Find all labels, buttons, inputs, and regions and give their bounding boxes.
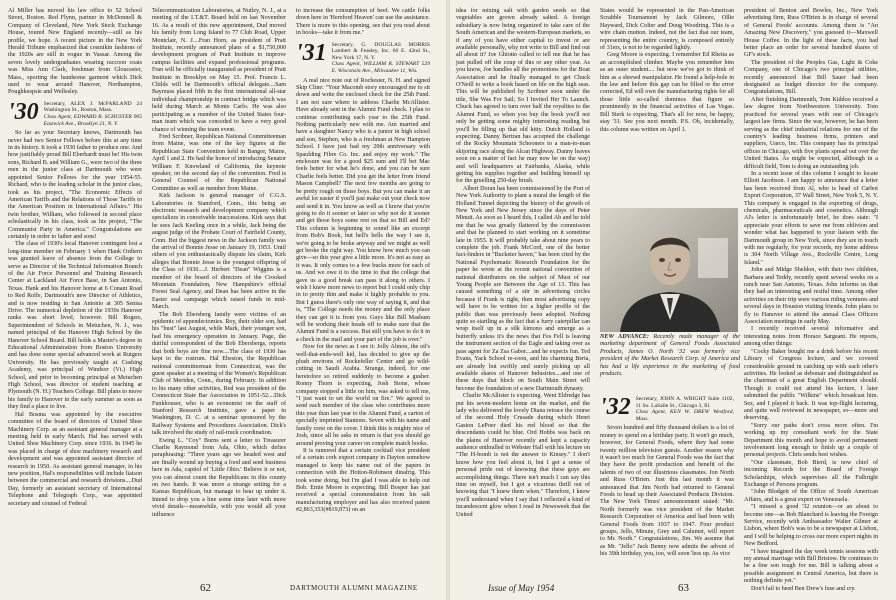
article-paragraph: president of Benton and Bowles, Inc., New York advertising firm, Russ O'Brien is in charge of several of General Foods' accounts. Among them is "An Amazing New Discovery," you guessed it—Maxwell House Coffee. In the light of these facts, you had better place an order for several hundred shares of GF's stock. bbox=[744, 8, 878, 59]
article-paragraph: Charlie McAllister is expecting. Went Eldredge has put his seven-modern home on the market, and the lady who delivered the lovely Diana retrace the course of the second Holy Crusade during which Henri Gaston LePoer died his red blood so that the descendants could be blue. Ord Hobbs was back on the plains of Hanover recently and kept a capacity audience enthralled in Webster Hall with his lecture on "The H-bomb is not the answer to Kinsey." I don't know how you feel about it, but I get a sense of personal pride out of knowing that these guys are accomplishing things. There isn't much I can say this time on myself, but I got a vicarious thrill out of knowing that "I knew them when." Therefore, I know you'll understand when I say that I reflected a kind of incandescent glow when I read in Newsweek that the United bbox=[456, 393, 590, 518]
article-paragraph: The president of the Peoples Gas, Light & Coke Company, one of Chicago's two principal utilities, recently announced that Bill Sauer had been designated as budget director for the company. Congratulations, Bill. bbox=[744, 59, 878, 96]
class-officers bbox=[332, 42, 430, 75]
running-title: DARTMOUTH ALUMNI MAGAZINE bbox=[290, 584, 418, 592]
article-paragraph: "Sorry our paths don't cross more often. I'm working up my consultant work for the State Department this month and hope to avoid permanent involvement long enough to finish up a couple of personal projects. Chris sends best wishes. bbox=[744, 422, 878, 459]
class-year: '30 bbox=[8, 98, 39, 125]
article-paragraph: The class of 1930's local Hanover contingent lost a long-time member on February 1 when Hank Ordiern was granted leave of absence from the College to serve as Director of the Technical Information Branch of the Air Force Personnel and Training Research Center at Lackland Air Force Base, in San Antonio, Texas. Hank and his Hanover home at 6 Conant Road to Red Rolfe, Dartmouth's new Director of Athletics, and is now residing in San Antonio at 305 Senisa Drive. The numerical depletion of the 1930s Hanover ranks was short lived, however. Bill Rogers, Superintendent of Schools in Metuchen, N. J., was named principal of the Hanover High School by the Hanover School Board. Bill holds a Master's degree in Educational Administration from Boston University and has done some special advanced work at Rutgers University. He has previously taught at Cushing Academy, was principal of Windsor (Vt.) High School, and prior to becoming principal at Metuchen High School, was director of student teaching at Plymouth (N. H.) Teachers College. Bill plans to move his family to Hanover in the early summer as soon as they find a place to live. bbox=[8, 241, 143, 411]
caption-text: Recently made manager of the marketing department of General Foods Associated Products, James O. North '32 was formerly vice president of the Market Research Corp. of America and has had a life experience in the marketing of food products. bbox=[600, 334, 740, 378]
right-col-3 bbox=[744, 8, 878, 592]
article-paragraph: Don't fail to heed Ben Drew's fuse and cry. bbox=[751, 585, 856, 592]
class-agent-info: Class Agent, KEN W. DREW Westford, Mass. bbox=[635, 409, 734, 422]
right-col-2-bottom bbox=[600, 392, 734, 562]
article-paragraph: to increase the consumption of beef. We cattle folks down here in 'Hereford Heaven' can use the assistance. There is more to this opening, see that you read about in books—take it from me." bbox=[296, 8, 430, 37]
class-heading bbox=[8, 98, 142, 127]
article-paragraph: "I have imagined the day week tennis sessions with my annual marriage with Bill Bristow. He continues to be a fine son tough for me. Bill is talking about a possible assignment in Central America, but there is nothing definite yet." bbox=[744, 548, 878, 585]
article-paragraph: The Bob Ebersberg family were victims of an epidemic of appendectomies. Roy, their older son, had his "bust" last August, while Mark, their younger son, had his emergency operation in January. Page, the dutiful correspondent of the Bob Ebersbergs, reports that both boys are fine now....The class of 1930 has kept to the rostrum. Hal Ebeston, the Republican national committeeman from Connecticut, was the guest speaker at a meeting of the Women's Republican Club of Meriden, Conn., during February. In addition to his many other activities, Red was president of the Connecticut State Bar Association in 1951-52....Dick Funkhouser, who is an economist on the staff of Stanford Research Institute, gave a paper in Washington, D. C. at a seminar sponsored by the Railway Systems and Procedures Association. Dick's talk involved the study of rail-truck coordination. bbox=[152, 311, 286, 437]
article-paragraph: Hal Bosma was appointed by the executive committee of the board of directors of United Shoe Machinery Corp. as an assistant general manager at a meeting held in early March. Hal has served with United Shoe Machinery Corp. since 1936. In 1945 he was placed in charge of shoe machinery research and development and was appointed assistant director of research in 1950. As assistant general manager, in his new position, Hal's responsibilities will include liaison between the commercial and research divisions....Dud Day, formerly an assistant secretary of International Telephone and Telegraph Corp., was appointed secretary and counsel of Federal bbox=[8, 411, 142, 507]
photo-caption bbox=[600, 334, 740, 394]
article-paragraph: Al Miller has moved his law office to 52 School Street, Boston. Red Flynn, partner in McDonnell & Company of Cleveland, New York Stock Exchange House, toured New England recently—still as his profile, we hope. A recent picture in the New York Herald Tribune emphasized that cosmikin fashions of the 1920s are still in vogue in Vassar. Among the seven lovely undergraduates wearing raccoon coats was Miss Ann Clark, freshman from Gloucester, Mass., sporting the handsome garment which Dick used to wear around Hanover, Northampton, Poughkeepsie and Wellesley. bbox=[8, 8, 142, 96]
page-number-right: 63 bbox=[678, 582, 689, 594]
article-paragraph: Seven hundred and fifty thousand dollars is a lot of money to spend on a birthday party. It won't go much, however, for General Foods, where they had some twenty million television guests. Another reason why it wasn't too much for General Foods was the fact that they have the profit production and benefit of the talents of two of our illustrious classmates. Jon North and Russ O'Brien. Just this last month it was announced that Jim North had returned to General Foods to head up their Associated Products Division. The New York Times' announcement stated: "Mr. North formerly was vice president of the Market Research Corporation of America and had been with General Foods from 1937 to 1947. Four product groups, Jello, Minute, Grey and Calumet, will report to Mr. North." Congratulations, Jim. We assume that as Mr. "Jello" Jack Benny now admits the advent of his 39th birthday, you, too, will soon 'less up. As vice bbox=[600, 425, 734, 558]
article-paragraph: idea for mixing salt with garden seeds so that vegetables are grown already salted. A foreign subsidiary is now being organized to take care of the South American and the western-European markets, so if any of you have either capital to invest or are available personally, why not write to Bill and find out all about it? Joe Ghiotto called to tell me that he has just pulled off the coup of this or any other year. As you know, Joe handles all the promotions for the Boat Association and he finally managed to get Chuck O'Neill to write a book based on life on the high seas. This will be published by Scribner soon under the title, She Was For Sail; So I Invited Her To Launch. Chuck has agreed to turn over half the royalties to the Alumni Fund, so when you buy the book you'll not only be getting some mighty interesting reading but you'll be filling up that old kitty. Dutch Holland is expecting. Danny Bertran has accepted the challenge of the Rocky Mountain Schooners to a man-to-man skijoring race along the Alcan Highway. Danny leaves soon on a matter of fact he may now be on the way) and will headquarters at Fairbanks, Alaska, while getting his supplies together and building himself up for the gruelling 250-day brush. bbox=[456, 8, 590, 185]
article-paragraph: Greg Moore is expecting. I remember Ed Rheita as an accomplished climber. Maybe you remember him as an outer student.... but now we've got to think of him as a shrewd manipulator. He found a help-bole in the law and before this gap can be filled or the error corrected, Ed will own the manufacturing rights for all those little so-called dominos that figure so prominently in the financial activities of Las Vegas. Bill Sterk is expecting. That's all for now, be happy, stay '31. See you next month. P.S. Oh, incidentally, this column was written on April 1. bbox=[600, 52, 734, 133]
left-col-3 bbox=[296, 8, 430, 568]
article-paragraph: Kirk Jackson is general manager of C.G.S. Laboratories in Stamford, Conn., this being an electronic research and development company which specializes in conceivable inaccessions. Kirk says that he sees Jack Keeling once in a while, Jack being the august judge of the Probate Court of Fairfield County, Conn. But the biggest news in the Jackson family was the arrival of Bonnie Jesse on January 19, 1953. Until others of you enthusiastically dispute his claim, Kirk alleges that Bonnie Jesse is the youngest offspring of the Class of 1930....J. Herbert "Dean" Wiggins is a member of the board of directors of the Crooked Mountain Foundation, New Hampshire's official Forest Seal Agency, and Dean has been active in the Easter seal campaign which raised funds in mid-March. bbox=[152, 193, 286, 311]
article-paragraph: So far as your Secretary knows, Dartmouth has never had two Senior Fellows before this at any time in its history. It took a 1930 father to produce one. And how justifiably proud Bill Eberhardt must be! His twin sons, Richard B. and William G., were two of the three men in the junior class at Dartmouth who were appointed Senior Fellows for the year 1954-55. Richard, who is the leading scholar in the junior class, took as his project, "The Economic Effects of American Tariffs and the Relations of Those Tariffs to the American Position in International Affairs." His twin brother, William, who followed in second place scholastically in his class, took as his project, "The Communist Party in America." Congratulations are certainly in order to father and sons! bbox=[8, 130, 143, 240]
right-col-2-top bbox=[600, 8, 734, 203]
class-agent-info: Class Agent, WILLIAM R. STEWART 529 E. Wisconsin Ave., Milwaukee 11, Wis. bbox=[331, 61, 430, 74]
article-paragraph: "I missed a good '32 reunion—or an about to become one—as Bob Blanchard is leaving the Foreign Service, recently with Ambassador Walter Gilmer at Lisbon, where Bob's was to be a newspaper at Lisbon, and I will be helping to cross our more expert nights in New Bedford. bbox=[744, 504, 878, 548]
class-heading bbox=[296, 39, 430, 75]
article-paragraph: "Our classmate, Bob Bierd, is now chief of incoming Records for the Board of Foreign Scholarships, which supervises all the Fulbright Exchange of Persons program. bbox=[744, 459, 878, 488]
caption-lead: NEW ADVANCE: bbox=[600, 334, 649, 340]
article-paragraph: Now for the news as I see it: Jolly Almon, the oil's well-that-ends-well kid, has decided to give up the plush environs of Rockefeller Center and go wild-cutting in Saudi Arabia. Strange, indeed, for one heretofore so retired suddenly to become a gusher. Ronny Thorn is expecting, Josh Stone, whose company stopped a little on him, was asked to tell me, "I just want to set the world on fire." We agreed to send each member of the class who contributes more this year than last year to the Alumni Fund, a carton of specially imprinted Stantons. Seven with his name and family crest on the cover. I think this is mighty nice of Josh, since all he asks in return is that you should go around proving your career on complete match books. bbox=[296, 344, 430, 447]
class-heading bbox=[600, 396, 734, 422]
secretary-info: Secretary, G. DOUGLAS MORRIS Lambert & Feasley, Inc. 60 E. 42nd St., New York 17, N. Y. bbox=[331, 41, 430, 61]
left-col-2 bbox=[152, 8, 286, 568]
article-paragraph: Telecommunication Laboratories, at Nutley, N. J., at a meeting of the I.T.&T. Board held on last November 16. As a result of this new appointment, Dud moved his family from Long Island to 77 Club Road, Upper Montclair, N. J....Fran Horn, as president of Pratt Institute, recently announced plans of a $1,750,000 development program of Pratt Institute to improve campus facilities and expand professional programs. Fran will be officially inaugurated as president of Pratt Institute in Brooklyn on May 15. Prof. Francis L. Childs will be Dartmouth's official delegate....Sam Bayreuss placed fifth in the first international all-star individual championship in contract bridge which was held during March at Monte Carlo. He was also participating as a member of the United States four-man team which was conceded to have a very good chance of winning the team event. bbox=[152, 8, 286, 133]
page-number-left: 62 bbox=[200, 582, 211, 594]
article-paragraph: States would be represented in the Pan-American Scrabble Tournament by Jack Gilmore, Ollie Hayward, Dick Colter and Doug Woodring. This is a wire chain mutton. Indeed, not the fact that our team, representing the entire country, is composed entirely of 31ers, is not to be regarded lightly. bbox=[600, 8, 734, 52]
class-year: '31 bbox=[296, 39, 327, 66]
article-paragraph: In a recent issue of this column I sought to locate Elliott Jacobson. I am happy to announce that a letter has been received from Al, who is head of Carbot Export Corporation, 37 Wall Street, New York 5, N. Y. This company is engaged in the exporting of drugs, chemicals, pharmaceuticals and cosmetics. Although Al's letter is unfortunately brief, he does state: "I appreciate your efforts to save me from oblivion and wonder what has happened to your liaison with the Dartmouth group in New York, since they are in touch with me regularly, for your records, my home address is 304 North Village Ave., Rockville Centre, Long Island." bbox=[744, 170, 878, 266]
secretary-info: Secretary, JOHN A. WRIGHT Suite 1102, 11 So. LaSalle St., Chicago 3, Ill. bbox=[635, 396, 734, 409]
article-paragraph: It is rumored that a certain cocktail vice president of a certain cork export company in Dayton somehow managed to keep his name out of the papers in connection with the Hotton-Robinson dinafrig. This took some doing, but I'm glad I was able to help out Bob. Ernie Moore is expecting, Bill Bosper has just received a special commendation from his salt manufacturing employer and has also received patent #2,863,353(#819,873) on an bbox=[296, 447, 430, 514]
article-paragraph: Ewing L. "Coy" Burns sent a letter to Treasurer Charlie Raymond from Ada, Ohio, which defies paraphrasing: "Three years ago we headed west and are finally wound up buying a food and seed business here in Ada, capitol of 'Little Ohio.' Believe it or not, you can almost count the Republicans in this county on two hands. It was more a strange setting for a Kansas Republican, but manage to bear up under it. Intend to drop you a line some time later with more vivid details—meanwhile, with you would all your influence bbox=[152, 437, 286, 518]
class-year: '32 bbox=[600, 394, 631, 420]
issue-date: Issue of May 1954 bbox=[488, 583, 555, 593]
class-officers bbox=[636, 396, 734, 422]
article-paragraph: John and Midge Sheldon, with their two children, Barbara and Teddy, recently spent several weeks on a ranch near San Antonio, Texas. John informs us that they had an interesting and restful time. Among other activities on their trip were various riding ventures and several days in Houston visiting friends. John plans to fly to Hanover to attend the annual Class Officers Association meetings in early May. bbox=[744, 267, 878, 326]
secretary-info: Secretary, ALEX J. McFARLAND 24 Washington St., Boston, Mass. bbox=[43, 100, 142, 114]
article-paragraph: Albert Doran has been commissioned by the Port of New York Authority to plant a mural the length of the Holland Tunnel depicting the history of the growth of New York and New Jersey since the days of Peter Minuit. As soon as I heard this, I called Ab and he told me that he was greatly flattered by the commission and that he planned to start working on it sometime late in 1955. It will probably take about nine years to complete the job. Frank McCord, one of the better fact-finders in "Bucketer haven," has been cited by the National Psychomatic Research Foundation for the paper he wrote at the recent national convention of national distributors on the subject of Must of our Young People are Between the Age of 13. This has caused something of a stir in advertising circles because if Frank is right, then most advertising copy will have to be written for a higher profile of the public than was previously been adopted. Nothing quite so startling as the fact that a furry caterpillar can wrap itself up in a silk kimono and emerge as a butterfly unless it's the news that Fes Fell is leaving the instrument section of the Eagle and taking over as pass agent for Za Zsa Gabor....and he expects fun. Ted Evans, Yack School re-coon, and his charming Berta, are already but swiftly and surely picking up all available shares of Hanover Industries....and one of these days that block on South Main Street will become the foundation of a new Dartmouth dynasty. bbox=[456, 185, 590, 392]
left-col-1 bbox=[8, 8, 142, 568]
class-officers bbox=[44, 101, 142, 127]
right-col-1 bbox=[456, 8, 590, 568]
photo-james-north bbox=[600, 208, 738, 332]
left-footer bbox=[0, 582, 448, 594]
article-paragraph: "John Blodgett of the Office of South American Affairs, and is a great expert on Venezuela. bbox=[744, 489, 878, 503]
article-paragraph: A real nice note out of Rochester, N. H. and signed Skip Cline: "Your Macomb story encouraged me to sit down and write the enclosed check for the 25th Fund. I am not sure where to address Charlie McAllister. Have already sent in the Alumni Fund check. I plan to continue contributing each year to the 25th Fund. Nothing particularly new with me. Am married and have a daughter Nancy who is a junior in high school and son, Stephen, who is a freshman at New Hampton School. I have just had my 20th anniversary with Spaulding Fibre Co. Inc. and enjoy my work." The enclosure was for a good $25 sum and I'll bet Mac feels better for what he's done, and you can be sure Charlie feels better. Did you get the letter from friend Mason Campbell? The next few months are going to be pretty rough on those boys. But you can make it an awful lot easier if you'll just make out your check now and send it in. You know as well as I know that you're going to do it sooner or later so why not do it sooner and get those boys some rest on that so Bill and Ed? This column is beginning to sound like an excerpt from Bob's Book, but hell's bells the way I see it, we're going to be broke anyway and we might as well get broke the right way. You know how much you can give—so this year give a little more. It's not as easy as it was. It only comes to a few bucks more for each of us. And we owe it to the time to that the college that gave us a good break can pass it along to others. I wish I knew more news to report but I could only chip in to pretty thin and make it highly probable to you. But I guess there's only one way of saying it, and that is, "The College needs the money and the only place they can get it is from you. Guys like Bill Mashum will be working their heads off to make sure that the Alumni Fund is a success. But still you have to do it in a check in the mail and your part of the job is over." bbox=[296, 77, 430, 343]
article-paragraph: "Cocky Baker bought me a drink before his recent Library of Congress lecture, and we covered considerable ground in catching up with each other's activities. He looked as debonair and distinguished as the chairman of a great English Department should. Though it could not attend his lecture, I later submitted the public "Wilkins" which broadcast him. Sez, and I played it back. It was top-flight lecturing, and quite well reviewed in newspaper, so—more and deserving. bbox=[744, 348, 878, 422]
article-paragraph: After finishing Dartmouth, Tom Kiddoo received a law degree from Northwestern University. Tom practiced for several years with one of Chicago's largest law firms. Since the war, however, he has been serving as the chief industrial relations for one of the country's leading business firms, printers and suppliers, Uarco, Inc. This company has its principal offices in Chicago, with five plants spread out over the United States. As might be expected, although in a difficult field, Tom is doing an outstanding job. bbox=[744, 96, 878, 170]
right-footer bbox=[448, 582, 896, 594]
article-paragraph: I recently received several informative and interesting notes from Horace Sargeant. He reports, among other things: bbox=[744, 326, 878, 348]
class-agent-info: Class Agent, EDWARD B. SCHUSTER 905 Eastwick Ave., Brooklyn 21, N. Y. bbox=[43, 114, 142, 127]
article-paragraph: Fred Scribner, Republican National Committeeman from Maine, was one of the key figures at the Republican State Convention held in Bangor, Maine, April 1 and 2. He had the honor of introducing Senator William F. Knowland of California, the keynote speaker, on the second day of the convention. Fred is General Counsel of the Republican National Committee as well as member from Maine. bbox=[152, 133, 286, 192]
